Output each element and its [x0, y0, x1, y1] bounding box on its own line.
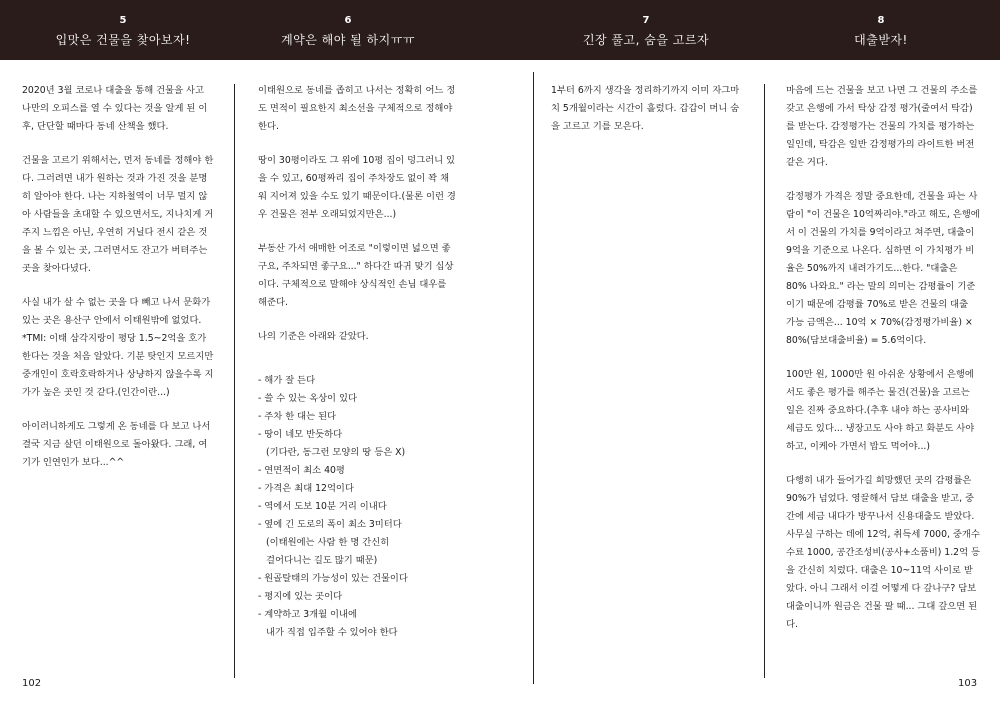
column-chapter-7	[551, 82, 741, 152]
chapter-number: 5	[119, 15, 127, 26]
paragraph: 다행히 내가 들어가길 희망했던 곳의 감평률은 90%가 넘었다. 영끌해서 담보 대출을 받고, 중간에 세금 내다가 방꾸나서 신용대출도 받았다. 사무실 구하는 데에 12억, 취득세 7000, 중개수수료 1000, 공간조성비(공사+소품비) 1.2억 등을 간신히 치렀다. 대출은 10~11억 사이로 받았다. 아니 그래서 이걸 어떻게 다 갚나구? 담보대출이니까 원금은 건물 팔 때... 그대 갚으면 된다.	[786, 475, 980, 630]
chapter-title: 대출받자!	[854, 33, 908, 47]
list-item-note: 걸어다니는 길도 많기 때문)	[266, 555, 378, 566]
paragraph: 부동산 가서 애매한 어조로 "이렇이면 넓으면 좋구요, 주차되면 좋구요..." 하다간 따귀 맞기 십상이다. 구체적으로 말해야 상식적인 손님 대우를 해준다.	[258, 243, 454, 308]
paragraph: 감정평가 가격은 정말 중요한데, 건물을 파는 사람이 "이 건물은 10억짜리야."라고 해도, 은행에서 이 건물의 가치를 9억이라고 쳐주면, 대출이 9억을 기준으로 나온다. 심하면 이 가치평가 비율은 50%까지 내려가기도...한다. "대출은 80% 나와요." 라는 말의 의미는 감평률이 기준이기 때문에 감평률 70%로 받은 건물의 대출 가능 금액은... 10억 × 70%(감정평가비율) × 80%(담보대출비율) = 5.6억이다.	[786, 191, 980, 346]
list-item: - 가격은 최대 12억이다	[258, 483, 354, 494]
page-number-right: 103	[958, 678, 978, 689]
list-item: - 역에서 도보 10분 거리 이내다	[258, 501, 387, 512]
list-item: - 땅이 네모 반듯하다	[258, 429, 343, 440]
column-divider	[234, 84, 235, 678]
list-item-note: (이태원에는 사람 한 명 간신히	[266, 537, 390, 548]
list-item: - 계약하고 3개월 이내에	[258, 609, 357, 620]
column-chapter-6	[258, 82, 458, 642]
chapter-7-heading	[536, 14, 756, 49]
list-item-note: (기다란, 동그런 모양의 땅 등은 X)	[266, 447, 406, 458]
list-item: - 주차 한 대는 된다	[258, 411, 337, 422]
chapter-number: 6	[344, 15, 352, 26]
paragraph: 땅이 30평이라도 그 위에 10평 집이 덩그러니 있을 수 있고, 60평짜리 집이 주차장도 없이 꽉 채워 지어져 있을 수도 있기 때문이다.(물론 이런 경우 건물은 전부 오래되었지만은...)	[258, 155, 456, 220]
column-divider	[764, 84, 765, 678]
criteria-list	[258, 372, 458, 642]
chapter-6-heading	[238, 14, 458, 49]
paragraph: 건물을 고르기 위해서는, 먼저 동네를 정해야 한다. 그러려면 내가 원하는 것과 가진 것을 분명히 알아야 한다. 나는 지하철역이 너무 멀지 않아 사람들을 초대할 수 있으면서도, 지나치게 거주지 느낌은 아닌, 우연히 거닐다 전시 같은 것을 볼 수 있는 곳, 그러면서도 잔고가 버텨주는 곳을 찾아다녔다.	[22, 155, 214, 274]
chapter-8-heading	[771, 14, 991, 49]
chapter-title: 계약은 해야 될 하지ㅠㅠ	[281, 33, 415, 47]
column-chapter-8	[786, 82, 980, 650]
list-item: - 원골탈태의 가능성이 있는 건물이다	[258, 573, 408, 584]
list-item: - 평지에 있는 곳이다	[258, 591, 343, 602]
paragraph: 100만 원, 1000만 원 아쉬운 상황에서 은행에서도 좋은 평가를 해주는 물건(건물)을 고르는 일은 진짜 중요하다.(추후 내야 하는 공사비와 세금도 있다... 냉장고도 사야 하고 화분도 사야 하고, 이케아 가면서 밥도 먹어야...)	[786, 369, 975, 452]
column-chapter-5	[22, 82, 214, 488]
list-item: - 해가 잘 든다	[258, 375, 316, 386]
paragraph: 1부터 6까지 생각을 정리하기까지 이미 자그마치 5개월이라는 시간이 흘렀다. 갑갑이 머니 숨을 고르고 기를 모은다.	[551, 85, 740, 132]
list-item: - 쓸 수 있는 옥상이 있다	[258, 393, 357, 404]
paragraph: 나의 기준은 아래와 같았다.	[258, 331, 369, 342]
paragraph: 사실 내가 살 수 없는 곳을 다 빼고 나서 문화가 있는 곳은 용산구 안에서 이태원밖에 없었다. *TMI: 이태 삼각지랑이 평당 1.5~2억을 호가한다는 것을 처음 알았다. 기분 탓인지 모르지만 중개인이 호락호락하거나 상냥하지 않을수록 지가가 높은 곳인 것 같다.(인간이란...)	[22, 297, 214, 398]
list-item: - 옆에 긴 도로의 폭이 최소 3미터다	[258, 519, 402, 530]
chapter-title: 긴장 풀고, 숨을 고르자	[582, 33, 710, 47]
chapter-5-heading	[13, 14, 233, 49]
chapter-number: 8	[877, 15, 885, 26]
chapter-title: 입맛은 건물을 찾아보자!	[55, 33, 191, 47]
paragraph: 아이러니하게도 그렇게 온 동네를 다 보고 나서 결국 지금 살던 이태원으로 돌아왔다. 그래, 여기가 인연인가 보다...^^	[22, 421, 211, 468]
paragraph: 이태원으로 동네를 좁히고 나서는 정확히 어느 정도 면적이 필요한지 최소선을 구체적으로 정해야 한다.	[258, 85, 456, 132]
list-item: - 연면적이 최소 40평	[258, 465, 345, 476]
paragraph: 2020년 3월 코로나 대출을 통해 건물을 사고 나만의 오피스를 열 수 있다는 것을 알게 된 이후, 단단할 때마다 동네 산책을 했다.	[22, 85, 208, 132]
page-number-left: 102	[22, 678, 42, 689]
list-item-note: 내가 직접 입주할 수 있어야 한다	[266, 627, 398, 638]
paragraph: 마음에 드는 건물을 보고 나면 그 건물의 주소를 갖고 은행에 가서 탁상 감정 평가(줄여서 탁감)를 받는다. 감정평가는 건물의 가치를 평가하는 일인데, 탁감은 일반 감정평가의 라이트한 버전 같은 거다.	[786, 85, 978, 168]
chapter-header-bar	[0, 0, 1000, 60]
chapter-number: 7	[642, 15, 650, 26]
center-gutter-divider	[533, 72, 534, 684]
